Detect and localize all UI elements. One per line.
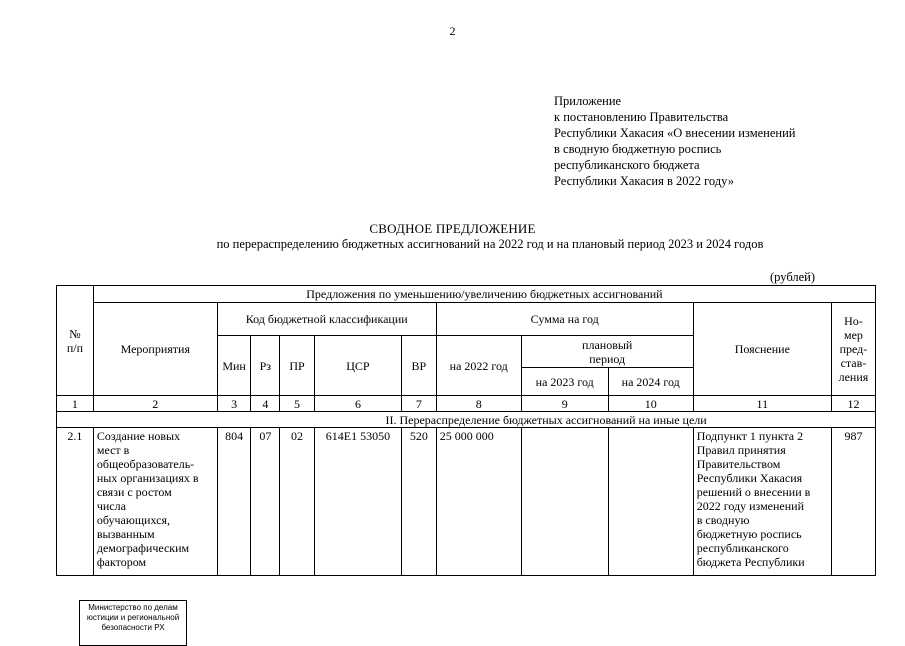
- budget-table: [56, 285, 876, 576]
- row-submission: 987: [831, 428, 875, 576]
- registration-stamp: [79, 600, 187, 646]
- stamp-line: юстиции и региональной: [86, 613, 180, 622]
- column-number-6: 6: [314, 396, 401, 412]
- column-number-10: 10: [608, 396, 693, 412]
- row-csr: 614Е1 53050: [314, 428, 401, 576]
- header-year-2024: на 2024 год: [608, 368, 693, 396]
- column-number-9: 9: [521, 396, 608, 412]
- column-number-8: 8: [436, 396, 521, 412]
- header-min: Мин: [217, 336, 251, 396]
- row-rz: 07: [251, 428, 280, 576]
- row-vr: 520: [401, 428, 436, 576]
- row-min: 804: [217, 428, 251, 576]
- appendix-line: Приложение: [554, 94, 622, 108]
- units-label: (рублей): [770, 270, 816, 284]
- row-explanation: Подпункт 1 пункта 2 Правил принятия Правительством Республики Хакасия решений о внесении в 2022 году изменений в сводную бюджетную роспись республиканского бюджета Республики: [693, 428, 831, 576]
- column-number-11: 11: [693, 396, 831, 412]
- stamp-line: безопасности РХ: [101, 623, 165, 632]
- header-csr: ЦСР: [314, 336, 401, 396]
- column-number-3: 3: [217, 396, 251, 412]
- appendix-block: [554, 93, 795, 189]
- header-number: № п/п: [57, 286, 94, 396]
- appendix-line: в сводную бюджетную роспись: [554, 142, 722, 156]
- stamp-line: Министерство по делам: [88, 603, 178, 612]
- row-sum-2023: [521, 428, 608, 576]
- row-activity: Создание новых мест в общеобразователь- ных организациях в связи с ростом числа обучающихся, вызванным демографическим фактором: [93, 428, 217, 576]
- row-pr: 02: [280, 428, 315, 576]
- header-planned-period: плановый период: [521, 336, 693, 368]
- column-number-4: 4: [251, 396, 280, 412]
- header-proposals: Предложения по уменьшению/увеличению бюджетных ассигнований: [93, 286, 875, 303]
- section-title: II. Перераспределение бюджетных ассигнований на иные цели: [217, 412, 875, 428]
- appendix-line: республиканского бюджета: [554, 158, 700, 172]
- document-title: СВОДНОЕ ПРЕДЛОЖЕНИЕ: [369, 221, 536, 236]
- header-budget-code: Код бюджетной классификации: [217, 303, 436, 336]
- row-sum-2022: 25 000 000: [436, 428, 521, 576]
- column-number-2: 2: [93, 396, 217, 412]
- appendix-line: Республики Хакасия «О внесении изменений: [554, 126, 796, 140]
- header-year-2023: на 2023 год: [521, 368, 608, 396]
- header-pr: ПР: [280, 336, 315, 396]
- document-subtitle: по перераспределению бюджетных ассигнований на 2022 год и на плановый период 2023 и 2024 годов: [216, 237, 764, 251]
- column-number-1: 1: [57, 396, 94, 412]
- section-title-spacer: [57, 412, 218, 428]
- header-rz: Рз: [251, 336, 280, 396]
- appendix-line: Республики Хакасия в 2022 году»: [554, 174, 734, 188]
- row-sum-2024: [608, 428, 693, 576]
- page-number: 2: [449, 24, 456, 38]
- header-sum-for-year: Сумма на год: [436, 303, 693, 336]
- header-activities: Мероприятия: [93, 303, 217, 396]
- table-row: [57, 428, 876, 576]
- column-number-5: 5: [280, 396, 315, 412]
- header-year-2022: на 2022 год: [436, 336, 521, 396]
- column-number-12: 12: [831, 396, 875, 412]
- column-number-7: 7: [401, 396, 436, 412]
- header-explanation: Пояснение: [693, 303, 831, 396]
- header-vr: ВР: [401, 336, 436, 396]
- row-number: 2.1: [57, 428, 94, 576]
- appendix-line: к постановлению Правительства: [554, 110, 729, 124]
- header-submission-number: Но- мер пред- став- ления: [831, 303, 875, 396]
